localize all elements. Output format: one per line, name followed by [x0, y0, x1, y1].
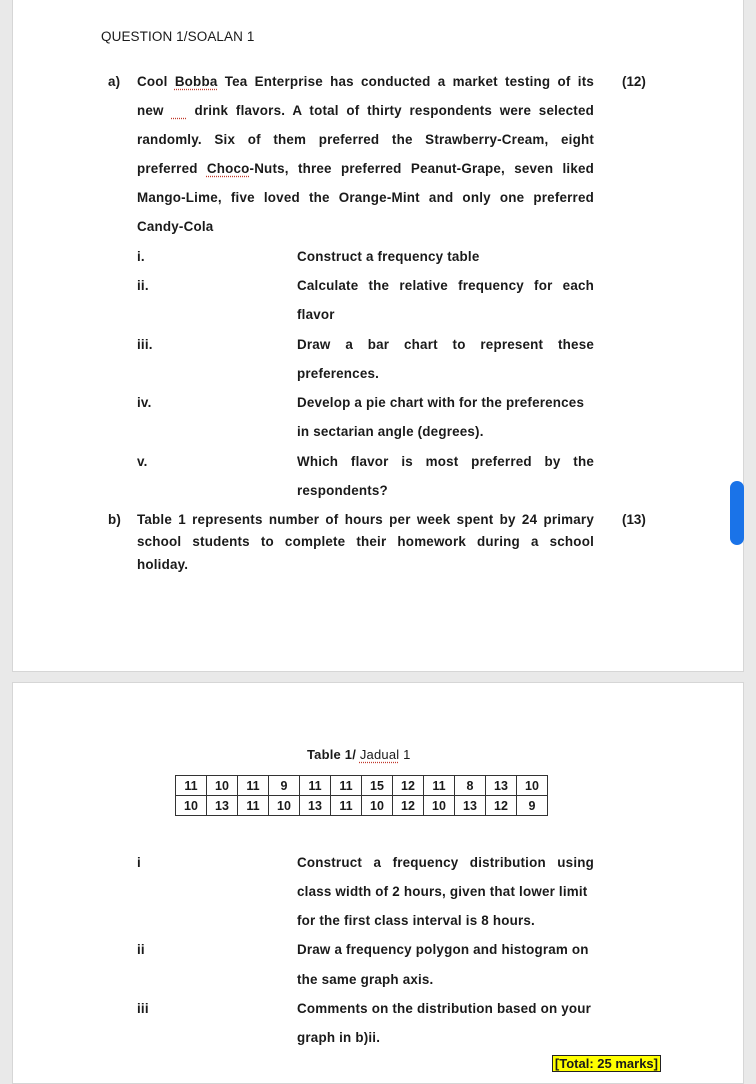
part-a-sub-num-2: ii.: [137, 278, 149, 293]
table-cell: 11: [300, 776, 331, 796]
part-a-line-4: preferred Choco-Nuts, three preferred Peanut-Grape, seven liked: [137, 161, 594, 176]
part-a-sub-text-5a: Which flavor is most preferred by the: [297, 454, 594, 469]
part-a-sub-num-1: i.: [137, 249, 145, 264]
part-a-sub-text-2a: Calculate the relative frequency for each: [297, 278, 594, 293]
table-cell: 11: [331, 776, 362, 796]
table-cell: 13: [486, 776, 517, 796]
table-cell: 11: [424, 776, 455, 796]
document-page-2: [12, 682, 744, 1084]
part-a-line-6: Candy-Cola: [137, 219, 214, 234]
question-title: QUESTION 1/SOALAN 1: [101, 29, 255, 44]
part-a-sub-num-4: iv.: [137, 395, 152, 410]
part-a-sub-text-1: Construct a frequency table: [297, 249, 480, 264]
table-cell: 12: [393, 796, 424, 816]
part-b-sub-num-3: iii: [137, 1001, 149, 1016]
part-a-marks: (12): [622, 74, 646, 89]
part-a-sub-num-3: iii.: [137, 337, 153, 352]
part-b-sub-text-1a: Construct a frequency distribution using: [297, 855, 594, 870]
document-page-1: [12, 0, 744, 672]
table-caption: Table 1/ Jadual 1: [307, 747, 411, 762]
part-a-label: a): [108, 74, 121, 89]
part-a-line-5: Mango-Lime, five loved the Orange-Mint and only one preferred: [137, 190, 594, 205]
part-b-sub-text-2b: the same graph axis.: [297, 972, 434, 987]
part-b-line-1: Table 1 represents number of hours per week spent by 24 primary: [137, 512, 594, 527]
table-cell: 12: [486, 796, 517, 816]
part-b-sub-text-3a: Comments on the distribution based on your: [297, 1001, 592, 1016]
table-cell: 13: [207, 796, 238, 816]
part-b-marks: (13): [622, 512, 646, 527]
table-cell: 10: [362, 796, 393, 816]
table-row: [176, 796, 548, 816]
scrollbar-thumb[interactable]: [730, 481, 744, 545]
part-b-line-2: school students to complete their homework during a school: [137, 534, 594, 549]
table-row: [176, 776, 548, 796]
part-a-sub-text-4b: in sectarian angle (degrees).: [297, 424, 484, 439]
table-cell: 9: [269, 776, 300, 796]
part-a-sub-text-5b: respondents?: [297, 483, 388, 498]
table-cell: 11: [238, 796, 269, 816]
part-b-sub-text-1b: class width of 2 hours, given that lower limit: [297, 884, 588, 899]
part-b-line-3: holiday.: [137, 557, 189, 572]
hours-table: [175, 775, 548, 816]
table-cell: 11: [238, 776, 269, 796]
table-cell: 10: [176, 796, 207, 816]
table-cell: 15: [362, 776, 393, 796]
table-cell: 9: [517, 796, 548, 816]
part-b-sub-text-2a: Draw a frequency polygon and histogram on: [297, 942, 589, 957]
part-a-line-1: Cool Bobba Tea Enterprise has conducted a market testing of its: [137, 74, 595, 89]
part-a-line-2: new drink flavors. A total of thirty respondents were selected: [137, 103, 594, 118]
table-cell: 10: [207, 776, 238, 796]
table-cell: 10: [517, 776, 548, 796]
table-cell: 13: [300, 796, 331, 816]
table-cell: 8: [455, 776, 486, 796]
part-a-sub-text-2b: flavor: [297, 307, 335, 322]
part-a-sub-text-3b: preferences.: [297, 366, 380, 381]
table-cell: 12: [393, 776, 424, 796]
table-cell: 10: [424, 796, 455, 816]
table-cell: 13: [455, 796, 486, 816]
part-a-sub-num-5: v.: [137, 454, 148, 469]
part-b-label: b): [108, 512, 122, 527]
table-cell: 11: [331, 796, 362, 816]
total-marks-badge: [Total: 25 marks]: [552, 1055, 661, 1072]
part-a-sub-text-3a: Draw a bar chart to represent these: [297, 337, 594, 352]
table-cell: 11: [176, 776, 207, 796]
part-a-sub-text-4a: Develop a pie chart with for the preferences: [297, 395, 585, 410]
part-b-sub-text-1c: for the first class interval is 8 hours.: [297, 913, 535, 928]
part-b-sub-num-1: i: [137, 855, 141, 870]
part-b-sub-num-2: ii: [137, 942, 145, 957]
table-cell: 10: [269, 796, 300, 816]
part-b-sub-text-3b: graph in b)ii.: [297, 1030, 381, 1045]
part-a-line-3: randomly. Six of them preferred the Strawberry-Cream, eight: [137, 132, 594, 147]
